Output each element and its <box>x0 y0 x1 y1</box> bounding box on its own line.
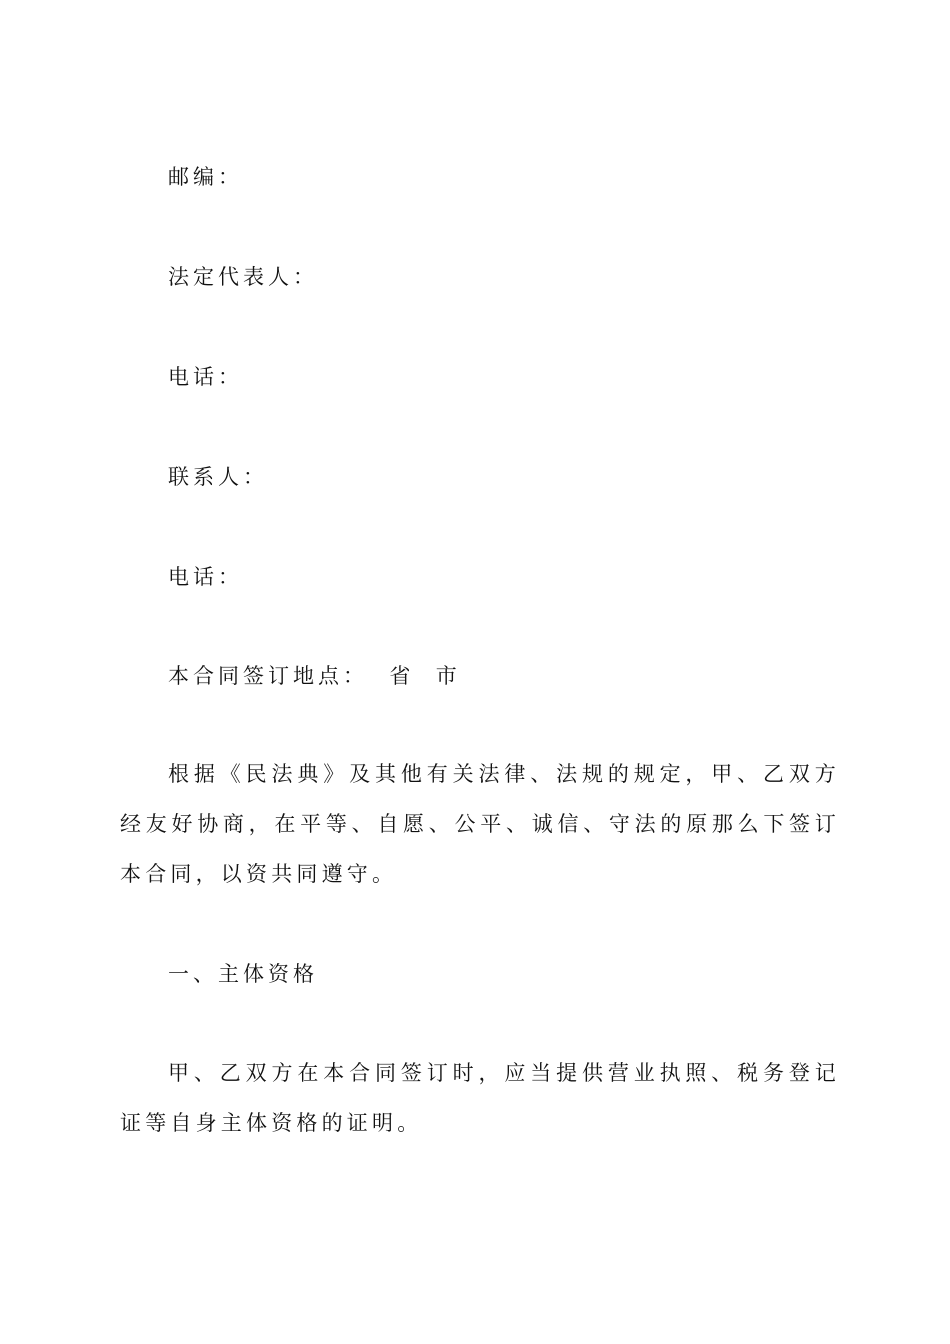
postcode-field: 邮编： <box>168 165 243 189</box>
legal-representative-field: 法定代表人： <box>168 265 318 289</box>
contact-phone-field: 电话： <box>168 565 243 589</box>
signing-place-field: 本合同签订地点： 省 市 <box>168 664 461 688</box>
intro-paragraph: 根据《民法典》及其他有关法律、法规的规定，甲、乙双方经友好协商，在平等、自愿、公平、诚信、守法的原那么下签订本合同，以资共同遵守。 <box>120 762 840 886</box>
section-paragraph: 甲、乙双方在本合同签订时，应当提供营业执照、税务登记证等自身主体资格的证明。 <box>120 1061 840 1135</box>
section-heading: 一、主体资格 <box>168 962 318 986</box>
contact-person-field: 联系人： <box>168 465 268 489</box>
phone-field: 电话： <box>168 365 243 389</box>
